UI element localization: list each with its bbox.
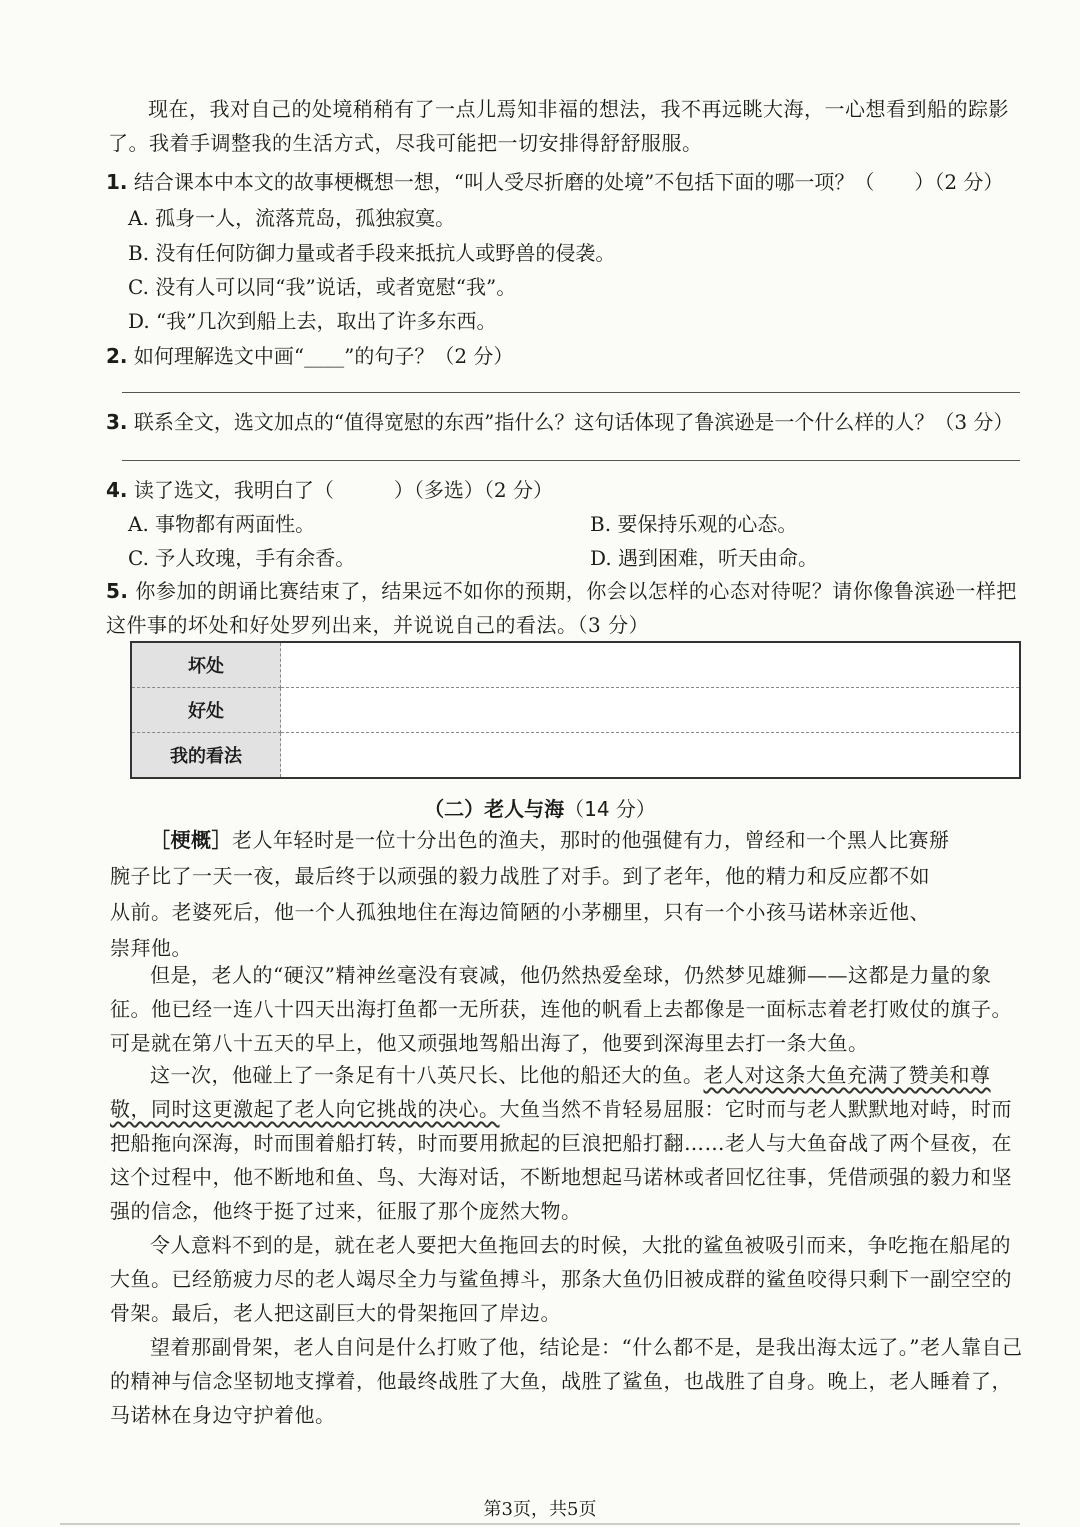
question-3-text: 联系全文，选文加点的“值得宽慰的东西”指什么？这句话体现了鲁滨逊是一个什么样的人？（3 分） (133, 410, 1014, 434)
table-label-bad: 坏处 (131, 642, 281, 688)
question-3-answer-line[interactable] (122, 460, 1020, 461)
summary-p1-text: 老人年轻时是一位十分出色的渔夫，那时的他强健有力，曾经和一个黑人比赛掰腕子比了一天一夜，最后终于以顽强的毅力战胜了对手。到了老年，他的精力和反应都不如从前。老婆死后，他一个人孤独地住在海边简陋的小茅棚里，只有一个小孩马诺林亲近他、崇拜他。 (110, 828, 950, 960)
section-2-title-text: （二）老人与海 (424, 797, 565, 821)
question-4-option-c: C. 予人玫瑰，手有余香。 (128, 546, 356, 570)
question-1-option-d: D. “我”几次到船上去，取出了许多东西。 (128, 309, 497, 333)
question-3 (106, 406, 1013, 435)
question-5-text: 你参加的朗诵比赛结束了，结果远不如你的预期，你会以怎样的心态对待呢？请你像鲁滨逊一样把这件事的坏处和好处罗列出来，并说说自己的看法。（3 分） (106, 579, 1017, 637)
page-edge-divider (60, 1523, 1020, 1525)
summary-paragraph-2: 但是，老人的“硬汉”精神丝毫没有衰减，他仍然热爱垒球，仍然梦见雄狮——这都是力量的象征。他已经一连八十四天出海打鱼都一无所获，连他的帆看上去都像是一面标志着老打败仗的旗子。可是就在第八十五天的早上，他又顽强地驾船出海了，他要到深海里去打一条大鱼。 (110, 963, 1012, 1055)
question-4-option-a: A. 事物都有两面性。 (128, 512, 316, 536)
pros-cons-table (130, 641, 1021, 779)
question-2 (106, 340, 513, 369)
summary-tag: ［梗概］ (150, 828, 232, 852)
summary-paragraph-5: 望着那副骨架，老人自问是什么打败了他，结论是：“什么都不是，是我出海太远了。”老人靠自己的精神与信念坚韧地支撑着，他最终战胜了大鱼，战胜了鲨鱼，也战胜了自身。晚上，老人睡着了，马诺林在身边守护着他。 (110, 1335, 1023, 1427)
question-1-option-c: C. 没有人可以同“我”说话，或者宽慰“我”。 (128, 275, 517, 299)
intro-paragraph: 现在，我对自己的处境稍稍有了一点儿焉知非福的想法，我不再远眺大海，一心想看到船的踪影了。我着手调整我的生活方式，尽我可能把一切安排得舒舒服服。 (108, 97, 1009, 155)
table-label-good: 好处 (131, 688, 281, 733)
question-3-number: 3. (106, 410, 128, 434)
section-2-score: （14 分） (564, 797, 656, 821)
question-5-number: 5. (106, 579, 129, 603)
table-cell-good[interactable] (281, 688, 1021, 733)
question-1-number: 1. (106, 170, 128, 194)
table-row (131, 688, 1020, 733)
question-2-number: 2. (106, 344, 128, 368)
section-2-title (0, 793, 1080, 822)
question-4-option-b: B. 要保持乐观的心态。 (590, 512, 798, 536)
question-5 (106, 574, 1026, 642)
question-4 (106, 474, 553, 503)
table-row (131, 733, 1020, 779)
table-label-opinion: 我的看法 (131, 733, 281, 779)
table-cell-opinion[interactable] (281, 733, 1021, 779)
question-1-text: 结合课本中本文的故事梗概想一想，“叫人受尽折磨的处境”不包括下面的哪一项？（ ）（2 分） (133, 170, 1004, 194)
summary-paragraph-4: 令人意料不到的是，就在老人要把大鱼拖回去的时候，大批的鲨鱼被吸引而来，争吃拖在船尾的大鱼。已经筋疲力尽的老人竭尽全力与鲨鱼搏斗，那条大鱼仍旧被成群的鲨鱼咬得只剩下一副空空的骨架。最后，老人把这副巨大的骨架拖回了岸边。 (110, 1233, 1012, 1325)
question-4-text: 读了选文，我明白了（ ）（多选）（2 分） (133, 478, 553, 502)
summary-paragraph-1 (110, 822, 950, 966)
question-2-answer-line[interactable] (122, 392, 1020, 393)
question-2-text: 如何理解选文中画“____”的句子？（2 分） (133, 344, 514, 368)
wavy-underlined-sentence: 老人对这条大鱼充满了赞美和尊敬，同时这更激起了老人向它挑战的决心。 (110, 1063, 991, 1121)
page-number: 第3页，共5页 (483, 1499, 597, 1520)
question-1 (106, 166, 1003, 195)
question-4-option-d: D. 遇到困难，听天由命。 (590, 546, 819, 570)
question-4-number: 4. (106, 478, 128, 502)
summary-paragraph-3 (110, 1058, 1026, 1228)
table-row (131, 642, 1020, 688)
summary-p3-before: 这一次，他碰上了一条足有十八英尺长、比他的船还大的鱼。 (150, 1063, 704, 1087)
question-1-option-b: B. 没有任何防御力量或者手段来抵抗人或野兽的侵袭。 (128, 241, 616, 265)
table-cell-bad[interactable] (281, 642, 1021, 688)
summary-p3-after: 大鱼当然不肯轻易屈服：它时而与老人默默地对峙，时而把船拖向深海，时而围着船打转，时而要用掀起的巨浪把船打翻……老人与大鱼奋战了两个昼夜，在这个过程中，他不断地和鱼、鸟、大海对话，不断地想起马诺林或者回忆往事，凭借顽强的毅力和坚强的信念，他终于挺了过来，征服了那个庞然大物。 (110, 1097, 1012, 1223)
question-1-option-a: A. 孤身一人，流落荒岛，孤独寂寞。 (128, 206, 456, 230)
